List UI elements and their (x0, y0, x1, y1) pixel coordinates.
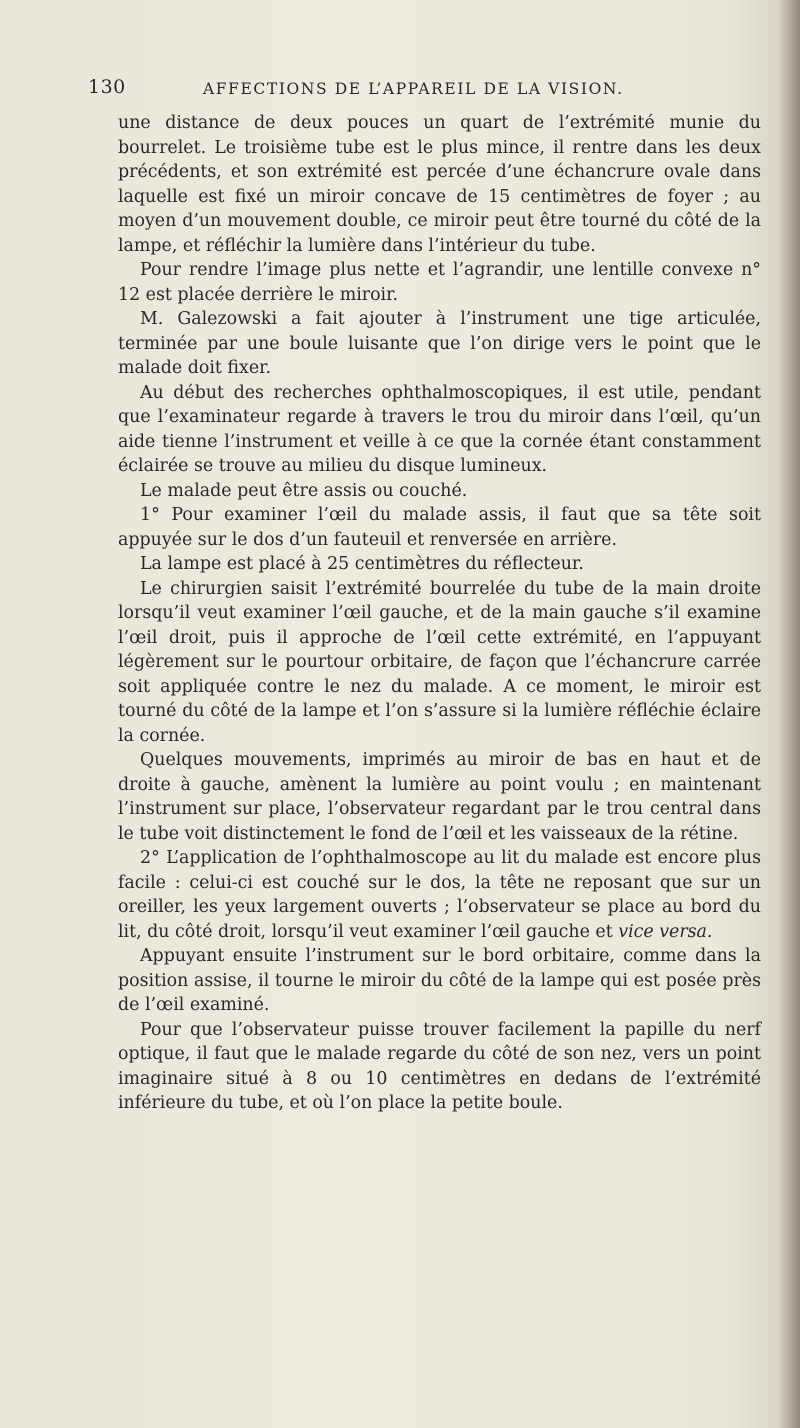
paragraph-continuation: une distance de deux pouces un quart de l’extrémité munie du bourrelet. Le troisième tube est le plus mince, il rentre dans les deux précédents, et son extrémité est percée d’une échancrure ovale dans laquelle est fixé un miroir concave de 15 centimètres de foyer ; au moyen d’un mouvement double, ce miroir peut être tourné du côté de la lampe, et réfléchir la lumière dans l’intérieur du tube. (118, 113, 761, 256)
paragraph-lamp: La lampe est placé à 25 centimètres du réflecteur. (140, 554, 584, 574)
paragraph-lens: Pour rendre l’image plus nette et l’agrandir, une lentille convexe n° 12 est placée derrière le miroir. (118, 260, 761, 305)
paragraph-orbital-edge: Appuyant ensuite l’instrument sur le bord orbitaire, comme dans la position assise, il tourne le miroir du côté de la lampe qui est posée près de l’œil examiné. (118, 946, 761, 1015)
paragraph-seated-exam: 1° Pour examiner l’œil du malade assis, il faut que sa tête soit appuyée sur le dos d’un fauteuil et renversée en arrière. (118, 505, 761, 550)
paragraph-surgeon: Le chirurgien saisit l’extrémité bourrelée du tube de la main droite lorsqu’il veut examiner l’œil gauche, et de la main gauche s’il examine l’œil droit, puis il approche de l’œil cette extrémité, en l’appuyant légèrement sur le pourtour orbitaire, de façon que l’échancrure carrée soit appliquée contre le nez du malade. A ce moment, le miroir est tourné du côté de la lampe et l’on s’assure si la lumière réfléchie éclaire la cornée. (118, 578, 761, 746)
running-head: AFFECTIONS DE L’APPAREIL DE LA VISION. (203, 80, 624, 98)
page-edge-shadow (778, 0, 800, 1428)
body-text (118, 111, 761, 1116)
vice-versa-italic: vice versa. (618, 921, 713, 942)
paragraph-galezowski: M. Galezowski a fait ajouter à l’instrument une tige articulée, terminée par une boule luisante que l’on dirige vers le point que le malade doit fixer. (118, 309, 761, 378)
paragraph-bed-exam (118, 846, 761, 944)
paragraph-patient-position: Le malade peut être assis ou couché. (140, 480, 468, 501)
page-number: 130 (88, 76, 126, 98)
bed-exam-text: 2° L’application de l’ophthalmoscope au lit du malade est encore plus facile : celui-ci est couché sur le dos, la tête ne reposant que sur un oreiller, les yeux largement ouverts ; l’observateur se place au bord du lit, du côté droit, lorsqu’il veut examiner l’œil gauche et (118, 848, 761, 942)
paragraph-optic-papilla: Pour que l’observateur puisse trouver facilement la papille du nerf optique, il faut que le malade regarde du côté de son nez, vers un point imaginaire situé à 8 ou 10 centimètres en dedans de l’extrémité inférieure du tube, et où l’on place la petite boule. (118, 1019, 761, 1113)
paragraph-research: Au début des recherches ophthalmoscopiques, il est utile, pendant que l’examinateur regarde à travers le trou du miroir dans l’œil, qu’un aide tienne l’instrument et veille à ce que la cornée étant constamment éclairée se trouve au milieu du disque lumineux. (118, 382, 761, 476)
paragraph-movements: Quelques mouvements, imprimés au miroir de bas en haut et de droite à gauche, amènent la lumière au point voulu ; en maintenant l’instrument sur place, l’observateur regardant par le trou central dans le tube voit distinctement le fond de l’œil et les vaisseaux de la rétine. (118, 750, 761, 844)
page-header (88, 76, 728, 106)
